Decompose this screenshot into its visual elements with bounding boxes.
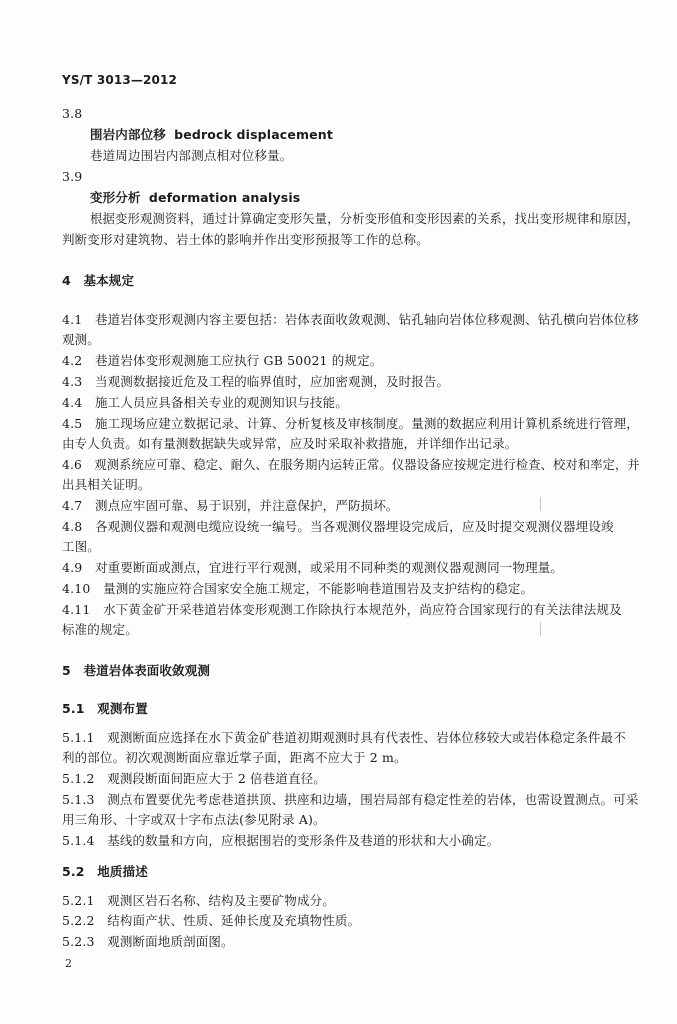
clause-line: 4.5 施工现场应建立数据记录、计算、分析复核及审核制度。量测的数据应利用计算机系统进行管理， [62,416,639,431]
term-title-en: deformation analysis [148,190,301,205]
page-number: 2 [65,957,73,970]
clause-line: 用三角形、十字或双十字布点法(参见附录 A)。 [62,812,326,827]
clause-line: 4.3 当观测数据接近危及工程的临界值时，应加密观测，及时报告。 [62,374,450,389]
clause-line: 标准的规定。 [62,622,138,637]
term-title [90,127,333,143]
clause-line: 由专人负责。如有量测数据缺失或异常，应及时采取补救措施，并详细作出记录。 [62,436,518,451]
section-heading: 4 基本规定 [62,273,135,288]
subsection-heading: 5.2 地质描述 [62,864,148,879]
clause-line: 4.2 巷道岩体变形观测施工应执行 GB 50021 的规定。 [62,353,383,368]
term-number: 3.9 [62,169,83,184]
clause-line: 5.2.1 观测区岩石名称、结构及主要矿物成分。 [62,893,335,908]
clause-line: 5.1.3 测点布置要优先考虑巷道拱顶、拱座和边墙，围岩局部有稳定性差的岩体，也需设置测点。可采 [62,792,639,807]
scan-mark [540,622,541,636]
scan-mark [540,497,541,511]
term-title-en: bedrock displacement [174,127,333,142]
term-title-zh: 围岩内部位移 [90,127,166,142]
clause-line: 5.1.4 基线的数量和方向，应根据围岩的变形条件及巷道的形状和大小确定。 [62,833,500,848]
term-title [90,190,300,206]
clause-line: 4.6 观测系统应可靠、稳定、耐久、在服务期内运转正常。仪器设备应按规定进行检查、校对和率定，并 [62,457,640,472]
document-code: YS/T 3013—2012 [62,73,177,87]
clause-line: 4.11 水下黄金矿开采巷道岩体变形观测工作除执行本规范外，尚应符合国家现行的有关法律法规及 [62,602,622,617]
term-number: 3.8 [62,106,83,121]
clause-line: 出具相关证明。 [62,477,151,492]
section-heading: 5 巷道岩体表面收敛观测 [62,663,210,678]
clause-line: 利的部位。初次观测断面应靠近掌子面，距离不应大于 2 m。 [62,750,407,765]
clause-line: 4.8 各观测仪器和观测电缆应设统一编号。当各观测仪器埋设完成后，应及时提交观测仪器埋设竣 [62,519,614,534]
clause-line: 5.2.3 观测断面地质剖面图。 [62,934,234,949]
clause-line: 4.10 量测的实施应符合国家安全施工规定，不能影响巷道围岩及支护结构的稳定。 [62,581,534,596]
clause-line: 5.1.2 观测段断面间距应大于 2 倍巷道直径。 [62,771,326,786]
clause-line: 4.4 施工人员应具备相关专业的观测知识与技能。 [62,395,348,410]
term-definition: 根据变形观测资料，通过计算确定变形矢量，分析变形值和变形因素的关系，找出变形规律和原因， [90,211,640,226]
clause-line: 5.2.2 结构面产状、性质、延伸长度及充填物性质。 [62,913,361,928]
term-definition: 巷道周边围岩内部测点相对位移量。 [90,148,293,163]
subsection-heading: 5.1 观测布置 [62,701,148,716]
clause-line: 4.9 对重要断面或测点，宜进行平行观测，或采用不同种类的观测仪器观测同一物理量。 [62,560,564,575]
clause-line: 4.1 巷道岩体变形观测内容主要包括：岩体表面收敛观测、钻孔轴向岩体位移观测、钻孔横向岩体位移 [62,312,639,327]
clause-line: 工图。 [62,539,100,554]
clause-line: 4.7 测点应牢固可靠、易于识别，并注意保护，严防损坏。 [62,498,399,513]
term-definition: 判断变形对建筑物、岩土体的影响并作出变形预报等工作的总称。 [62,232,429,247]
term-title-zh: 变形分析 [90,190,141,205]
clause-line: 5.1.1 观测断面应选择在水下黄金矿巷道初期观测时具有代表性、岩体位移较大或岩体稳定条件最不 [62,730,626,745]
clause-line: 观测。 [62,332,100,347]
